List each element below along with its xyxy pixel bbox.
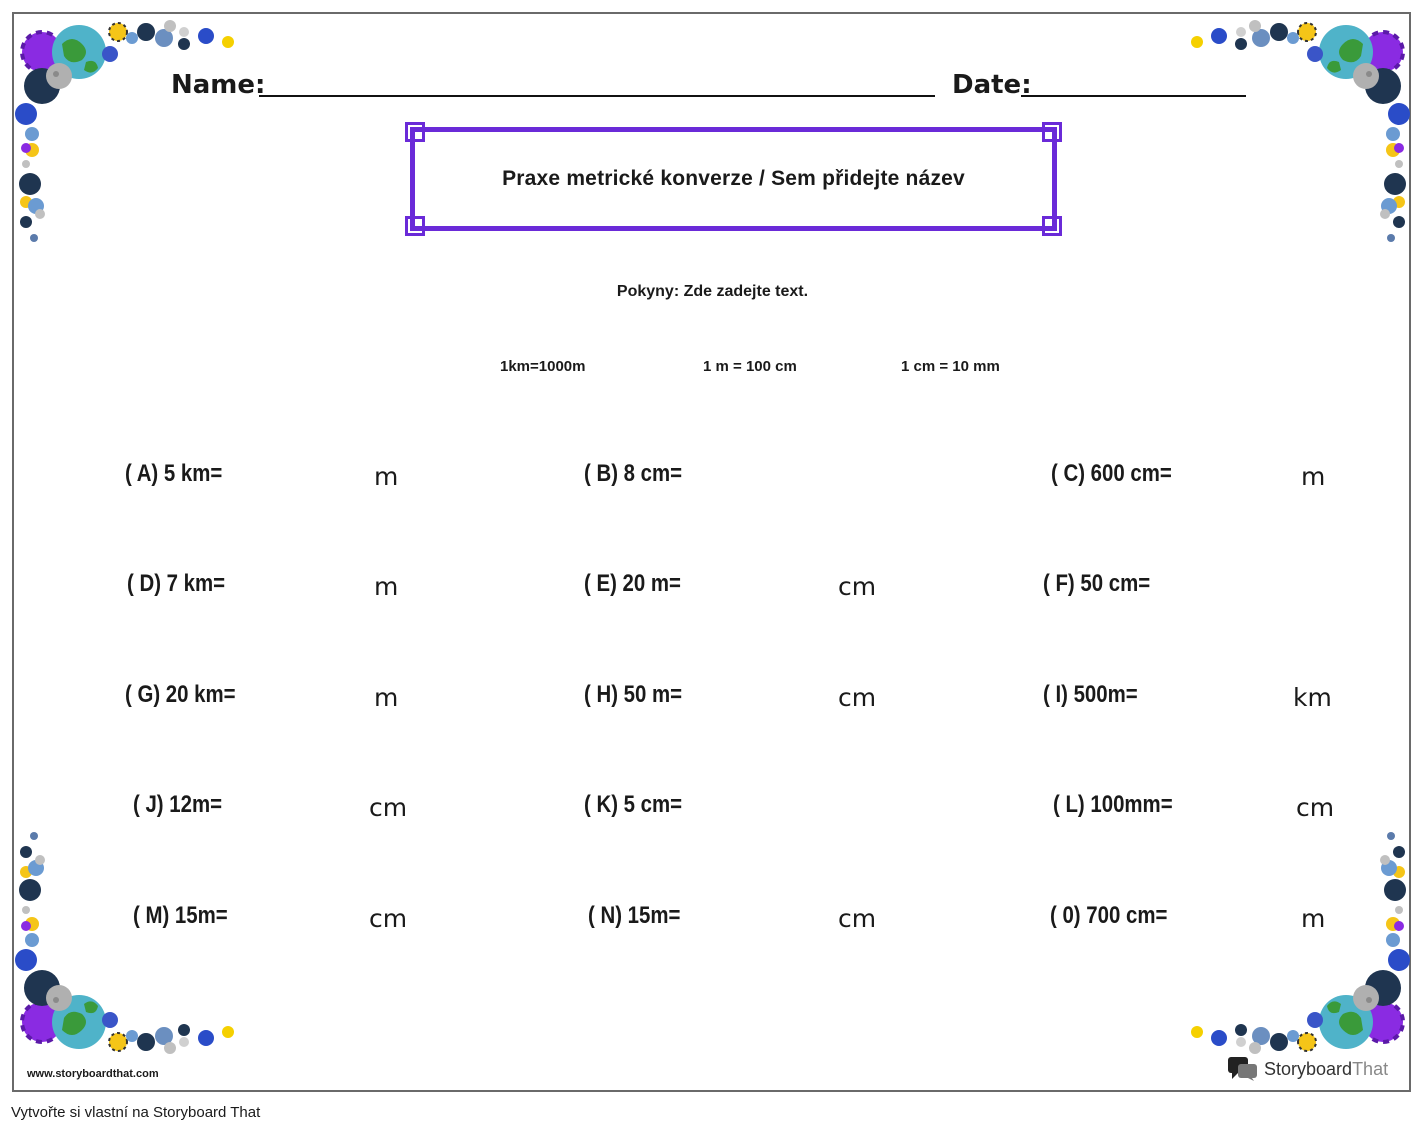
planets-corner-top-right-icon	[1171, 14, 1411, 254]
problem-question: ( H) 50 m=	[584, 681, 683, 708]
problem-unit: cm	[369, 904, 408, 933]
problem-question: ( M) 15m=	[133, 902, 228, 929]
website-url: www.storyboardthat.com	[27, 1068, 159, 1080]
name-field[interactable]	[259, 95, 935, 97]
worksheet-title: Praxe metrické konverze / Sem přidejte název	[502, 167, 965, 190]
problem-unit: cm	[1296, 793, 1335, 822]
problem-unit: m	[374, 572, 399, 601]
problem-unit: cm	[838, 572, 877, 601]
problem-question: ( B) 8 cm=	[584, 460, 683, 487]
date-field[interactable]	[1021, 95, 1246, 97]
title-box[interactable]	[410, 127, 1057, 231]
resize-handle-top-left[interactable]	[405, 122, 425, 142]
problem-question: ( N) 15m=	[588, 902, 681, 929]
problem-unit: m	[1301, 904, 1326, 933]
problem-unit: cm	[369, 793, 408, 822]
planets-corner-top-left-icon	[14, 14, 254, 254]
problem-unit: cm	[838, 683, 877, 712]
problem-question: ( I) 500m=	[1043, 681, 1138, 708]
problem-question: ( G) 20 km=	[125, 681, 236, 708]
speech-bubbles-icon	[1228, 1057, 1258, 1081]
storyboardthat-logo[interactable]	[1228, 1057, 1388, 1081]
instructions: Pokyny: Zde zadejte text.	[616, 283, 809, 300]
resize-handle-bottom-left[interactable]	[405, 216, 425, 236]
problem-unit: m	[374, 683, 399, 712]
problem-question: ( K) 5 cm=	[584, 791, 683, 818]
reference-item: 1km=1000m	[500, 358, 586, 375]
problem-unit: cm	[838, 904, 877, 933]
create-your-own-caption[interactable]: Vytvořte si vlastní na Storyboard That	[11, 1104, 261, 1121]
problem-question: ( 0) 700 cm=	[1050, 902, 1168, 929]
problem-question: ( L) 100mm=	[1053, 791, 1173, 818]
name-label: Name:	[171, 70, 266, 100]
planets-corner-bottom-left-icon	[14, 820, 254, 1060]
planets-corner-bottom-right-icon	[1171, 820, 1411, 1060]
problem-question: ( E) 20 m=	[584, 570, 681, 597]
problem-unit: m	[374, 462, 399, 491]
problem-unit: km	[1293, 683, 1332, 712]
date-label: Date:	[952, 70, 1032, 100]
reference-item: 1 m = 100 cm	[703, 358, 797, 375]
problem-question: ( C) 600 cm=	[1051, 460, 1172, 487]
brand-name-bold: Storyboard	[1264, 1058, 1353, 1079]
problem-question: ( A) 5 km=	[125, 460, 223, 487]
problem-unit: m	[1301, 462, 1326, 491]
reference-item: 1 cm = 10 mm	[901, 358, 1000, 375]
problem-question: ( F) 50 cm=	[1043, 570, 1151, 597]
brand-name-light: That	[1352, 1058, 1389, 1079]
resize-handle-bottom-right[interactable]	[1042, 216, 1062, 236]
problem-question: ( D) 7 km=	[127, 570, 226, 597]
problem-question: ( J) 12m=	[133, 791, 223, 818]
resize-handle-top-right[interactable]	[1042, 122, 1062, 142]
